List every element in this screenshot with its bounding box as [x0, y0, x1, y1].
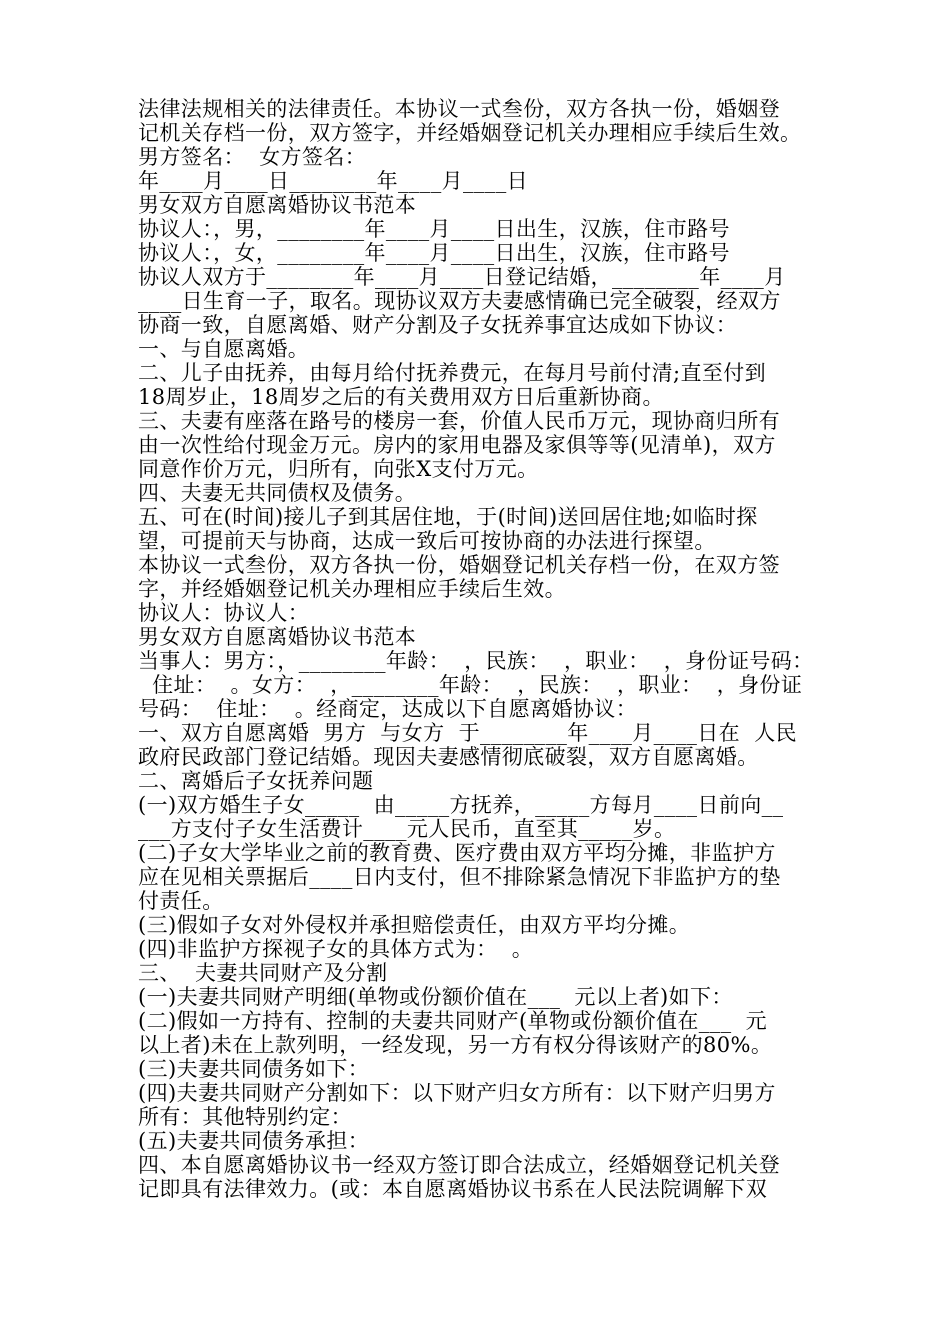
text-line: (一)夫妻共同财产明细(单物或份额价值在___ 元以上者)如下：: [138, 985, 733, 1009]
text-line: 望，可提前天与协商，达成一致后可按协商的办法进行探望。: [138, 529, 716, 553]
signature-line: 男方签名： 女方签名：: [138, 145, 367, 169]
text-line: ___方支付子女生活费计____元人民币，直至其_____岁。: [138, 817, 676, 841]
text-line: 二、儿子由抚养，由每月给付抚养费元，在每月号前付清;直至付到: [138, 361, 767, 385]
text-line: 住址： 。女方： ，________年龄： ，民族： ，职业： ，身份证: [138, 673, 803, 697]
text-line: 18周岁止，18周岁之后的有关费用双方日后重新协商。: [138, 385, 664, 409]
text-line: (四)夫妻共同财产分割如下：以下财产归女方所有：以下财产归男方: [138, 1081, 776, 1105]
text-line: 一、与自愿离婚。: [138, 337, 310, 361]
text-line: 记即具有法律效力。(或：本自愿离婚协议书系在人民法院调解下双: [138, 1177, 768, 1201]
date-line: 年____月____日________年____月____日: [138, 169, 528, 193]
text-line: 当事人：男方：，________年龄： ，民族： ，职业： ，身份证号码：: [138, 649, 814, 673]
text-line: 政府民政部门登记结婚。现因夫妻感情彻底破裂，双方自愿离婚。: [138, 745, 759, 769]
text-line: 法律法规相关的法律责任。本协议一式叁份，双方各执一份，婚姻登: [138, 97, 780, 121]
text-line: 本协议一式叁份，双方各执一份，婚姻登记机关存档一份，在双方签: [138, 553, 780, 577]
text-line: 一、双方自愿离婚 男方 与女方 于________年____月____日在 人民: [138, 721, 798, 745]
text-line: 号码： 住址： 。经商定，达成以下自愿离婚协议：: [138, 697, 638, 721]
text-line: 三、夫妻有座落在路号的楼房一套，价值人民币万元，现协商归所有: [138, 409, 780, 433]
section-heading: 二、离婚后子女抚养问题: [138, 769, 374, 793]
text-line: 由一次性给付现金万元。房内的家用电器及家俱等等(见清单)，双方: [138, 433, 776, 457]
text-line: ____日生育一子，取名。现协议双方夫妻感情确已完全破裂，经双方: [138, 289, 781, 313]
text-line: 应在见相关票据后____日内支付，但不排除紧急情况下非监护方的垫: [138, 865, 781, 889]
text-line: (四)非监护方探视子女的具体方式为： 。: [138, 937, 534, 961]
text-line: 协议人：，男，________年____月____日出生，汉族，住市路号: [138, 217, 730, 241]
section-title: 男女双方自愿离婚协议书范本: [138, 193, 417, 217]
text-line: (一)双方婚生子女_____ 由_____方抚养，_____方每月____日前向__: [138, 793, 784, 817]
text-line: 同意作价万元，归所有，向张X支付万元。: [138, 457, 539, 481]
text-line: (二)子女大学毕业之前的教育费、医疗费由双方平均分摊，非监护方: [138, 841, 776, 865]
text-line: (二)假如一方持有、控制的夫妻共同财产(单物或份额价值在___ 元: [138, 1009, 768, 1033]
text-line: 字，并经婚姻登记机关办理相应手续后生效。: [138, 577, 566, 601]
text-line: 付责任。: [138, 889, 224, 913]
section-title: 男女双方自愿离婚协议书范本: [138, 625, 417, 649]
text-line: (五)夫妻共同债务承担：: [138, 1129, 370, 1153]
text-line: 协商一致，自愿离婚、财产分割及子女抚养事宜达成如下协议：: [138, 313, 738, 337]
signature-line: 协议人：协议人：: [138, 601, 310, 625]
text-line: 以上者)未在上款列明，一经发现，另一方有权分得该财产的80%。: [138, 1033, 773, 1057]
text-line: 四、夫妻无共同债权及债务。: [138, 481, 417, 505]
text-line: (三)假如子女对外侵权并承担赔偿责任，由双方平均分摊。: [138, 913, 691, 937]
text-line: 四、本自愿离婚协议书一经双方签订即合法成立，经婚姻登记机关登: [138, 1153, 780, 1177]
text-line: 协议人：，女，________年____月____日出生，汉族，住市路号: [138, 241, 730, 265]
text-line: 协议人双方于________年____月____日登记结婚，________年____月: [138, 265, 786, 289]
document-body: [138, 97, 818, 1201]
text-line: 记机关存档一份，双方签字，并经婚姻登记机关办理相应手续后生效。: [138, 121, 802, 145]
text-line: 所有：其他特别约定：: [138, 1105, 352, 1129]
text-line: 五、可在(时间)接儿子到其居住地，于(时间)送回居住地;如临时探: [138, 505, 758, 529]
section-heading: 三、 夫妻共同财产及分割: [138, 961, 388, 985]
text-line: (三)夫妻共同债务如下：: [138, 1057, 370, 1081]
